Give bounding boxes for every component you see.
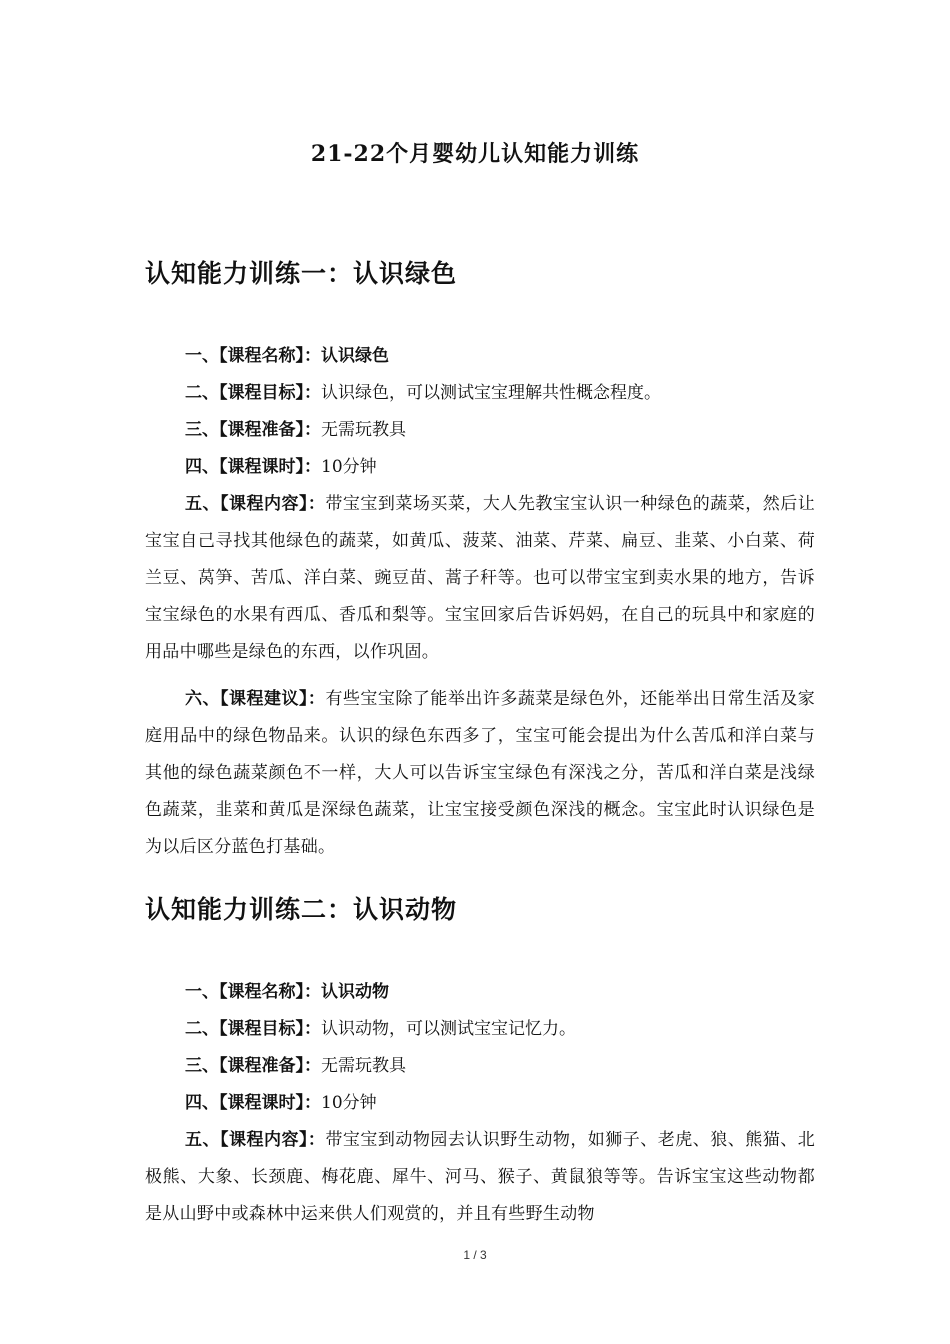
course-name-value: 认识动物: [321, 982, 389, 1002]
course-goal-value: 认识绿色，可以测试宝宝理解共性概念程度。: [321, 383, 661, 403]
section-recognize-green: [145, 254, 815, 866]
course-prep-label: 三、【课程准备】：: [185, 420, 321, 440]
course-content-label: 五、【课程内容】：: [185, 494, 326, 514]
course-content-value: 带宝宝到动物园去认识野生动物，如狮子、老虎、狼、熊猫、北极熊、大象、长颈鹿、梅花鹿、犀牛、河马、猴子、黄鼠狼等等。告诉宝宝这些动物都是从山野中或森林中运来供人们观赏的，并且有些野生动物: [145, 1130, 816, 1224]
course-goal-value: 认识动物，可以测试宝宝记忆力。: [321, 1019, 576, 1039]
course-time-value: 10分钟: [321, 1093, 377, 1113]
course-goal-line: [145, 1011, 815, 1048]
course-goal-label: 二、【课程目标】：: [185, 383, 321, 403]
course-time-line: [145, 449, 815, 486]
page-indicator: 1 / 3: [463, 1248, 487, 1262]
course-time-value: 10分钟: [321, 457, 377, 477]
course-time-label: 四、【课程课时】：: [185, 457, 321, 477]
course-prep-value: 无需玩教具: [321, 420, 406, 440]
course-prep-line: [145, 1048, 815, 1085]
course-prep-value: 无需玩教具: [321, 1056, 406, 1076]
course-name-line: [145, 338, 815, 375]
course-goal-line: [145, 375, 815, 412]
page-title: 21-22个月婴幼儿认知能力训练: [310, 141, 640, 167]
course-advice-value: 有些宝宝除了能举出许多蔬菜是绿色外，还能举出日常生活及家庭用品中的绿色物品来。认识的绿色东西多了，宝宝可能会提出为什么苦瓜和洋白菜与其他的绿色蔬菜颜色不一样，大人可以告诉宝宝绿色有深浅之分，苦瓜和洋白菜是浅绿色蔬菜，韭菜和黄瓜是深绿色蔬菜，让宝宝接受颜色深浅的概念。宝宝此时认识绿色是为以后区分蓝色打基础。: [145, 689, 816, 857]
section-recognize-animals: [145, 890, 815, 1233]
course-name-value: 认识绿色: [321, 346, 389, 366]
course-content-paragraph: [145, 486, 815, 671]
course-items: [145, 974, 815, 1233]
course-advice-paragraph: [145, 681, 815, 866]
course-content-label: 五、【课程内容】：: [185, 1130, 326, 1150]
course-advice-label: 六、【课程建议】：: [185, 689, 326, 709]
course-time-label: 四、【课程课时】：: [185, 1093, 321, 1113]
course-prep-line: [145, 412, 815, 449]
course-prep-label: 三、【课程准备】：: [185, 1056, 321, 1076]
course-goal-label: 二、【课程目标】：: [185, 1019, 321, 1039]
course-name-line: [145, 974, 815, 1011]
course-items: [145, 338, 815, 866]
course-content-value: 带宝宝到菜场买菜，大人先教宝宝认识一种绿色的蔬菜，然后让宝宝自己寻找其他绿色的蔬菜，如黄瓜、菠菜、油菜、芹菜、扁豆、韭菜、小白菜、荷兰豆、莴笋、苦瓜、洋白菜、豌豆苗、蒿子秆等。也可以带宝宝到卖水果的地方，告诉宝宝绿色的水果有西瓜、香瓜和梨等。宝宝回家后告诉妈妈，在自己的玩具中和家庭的用品中哪些是绿色的东西，以作巩固。: [145, 494, 816, 662]
course-name-label: 一、【课程名称】：: [185, 346, 321, 366]
course-time-line: [145, 1085, 815, 1122]
course-name-label: 一、【课程名称】：: [185, 982, 321, 1002]
section-heading: 认知能力训练二：认识动物: [145, 895, 458, 924]
course-content-paragraph: [145, 1122, 815, 1233]
section-heading: 认知能力训练一：认识绿色: [145, 259, 458, 288]
